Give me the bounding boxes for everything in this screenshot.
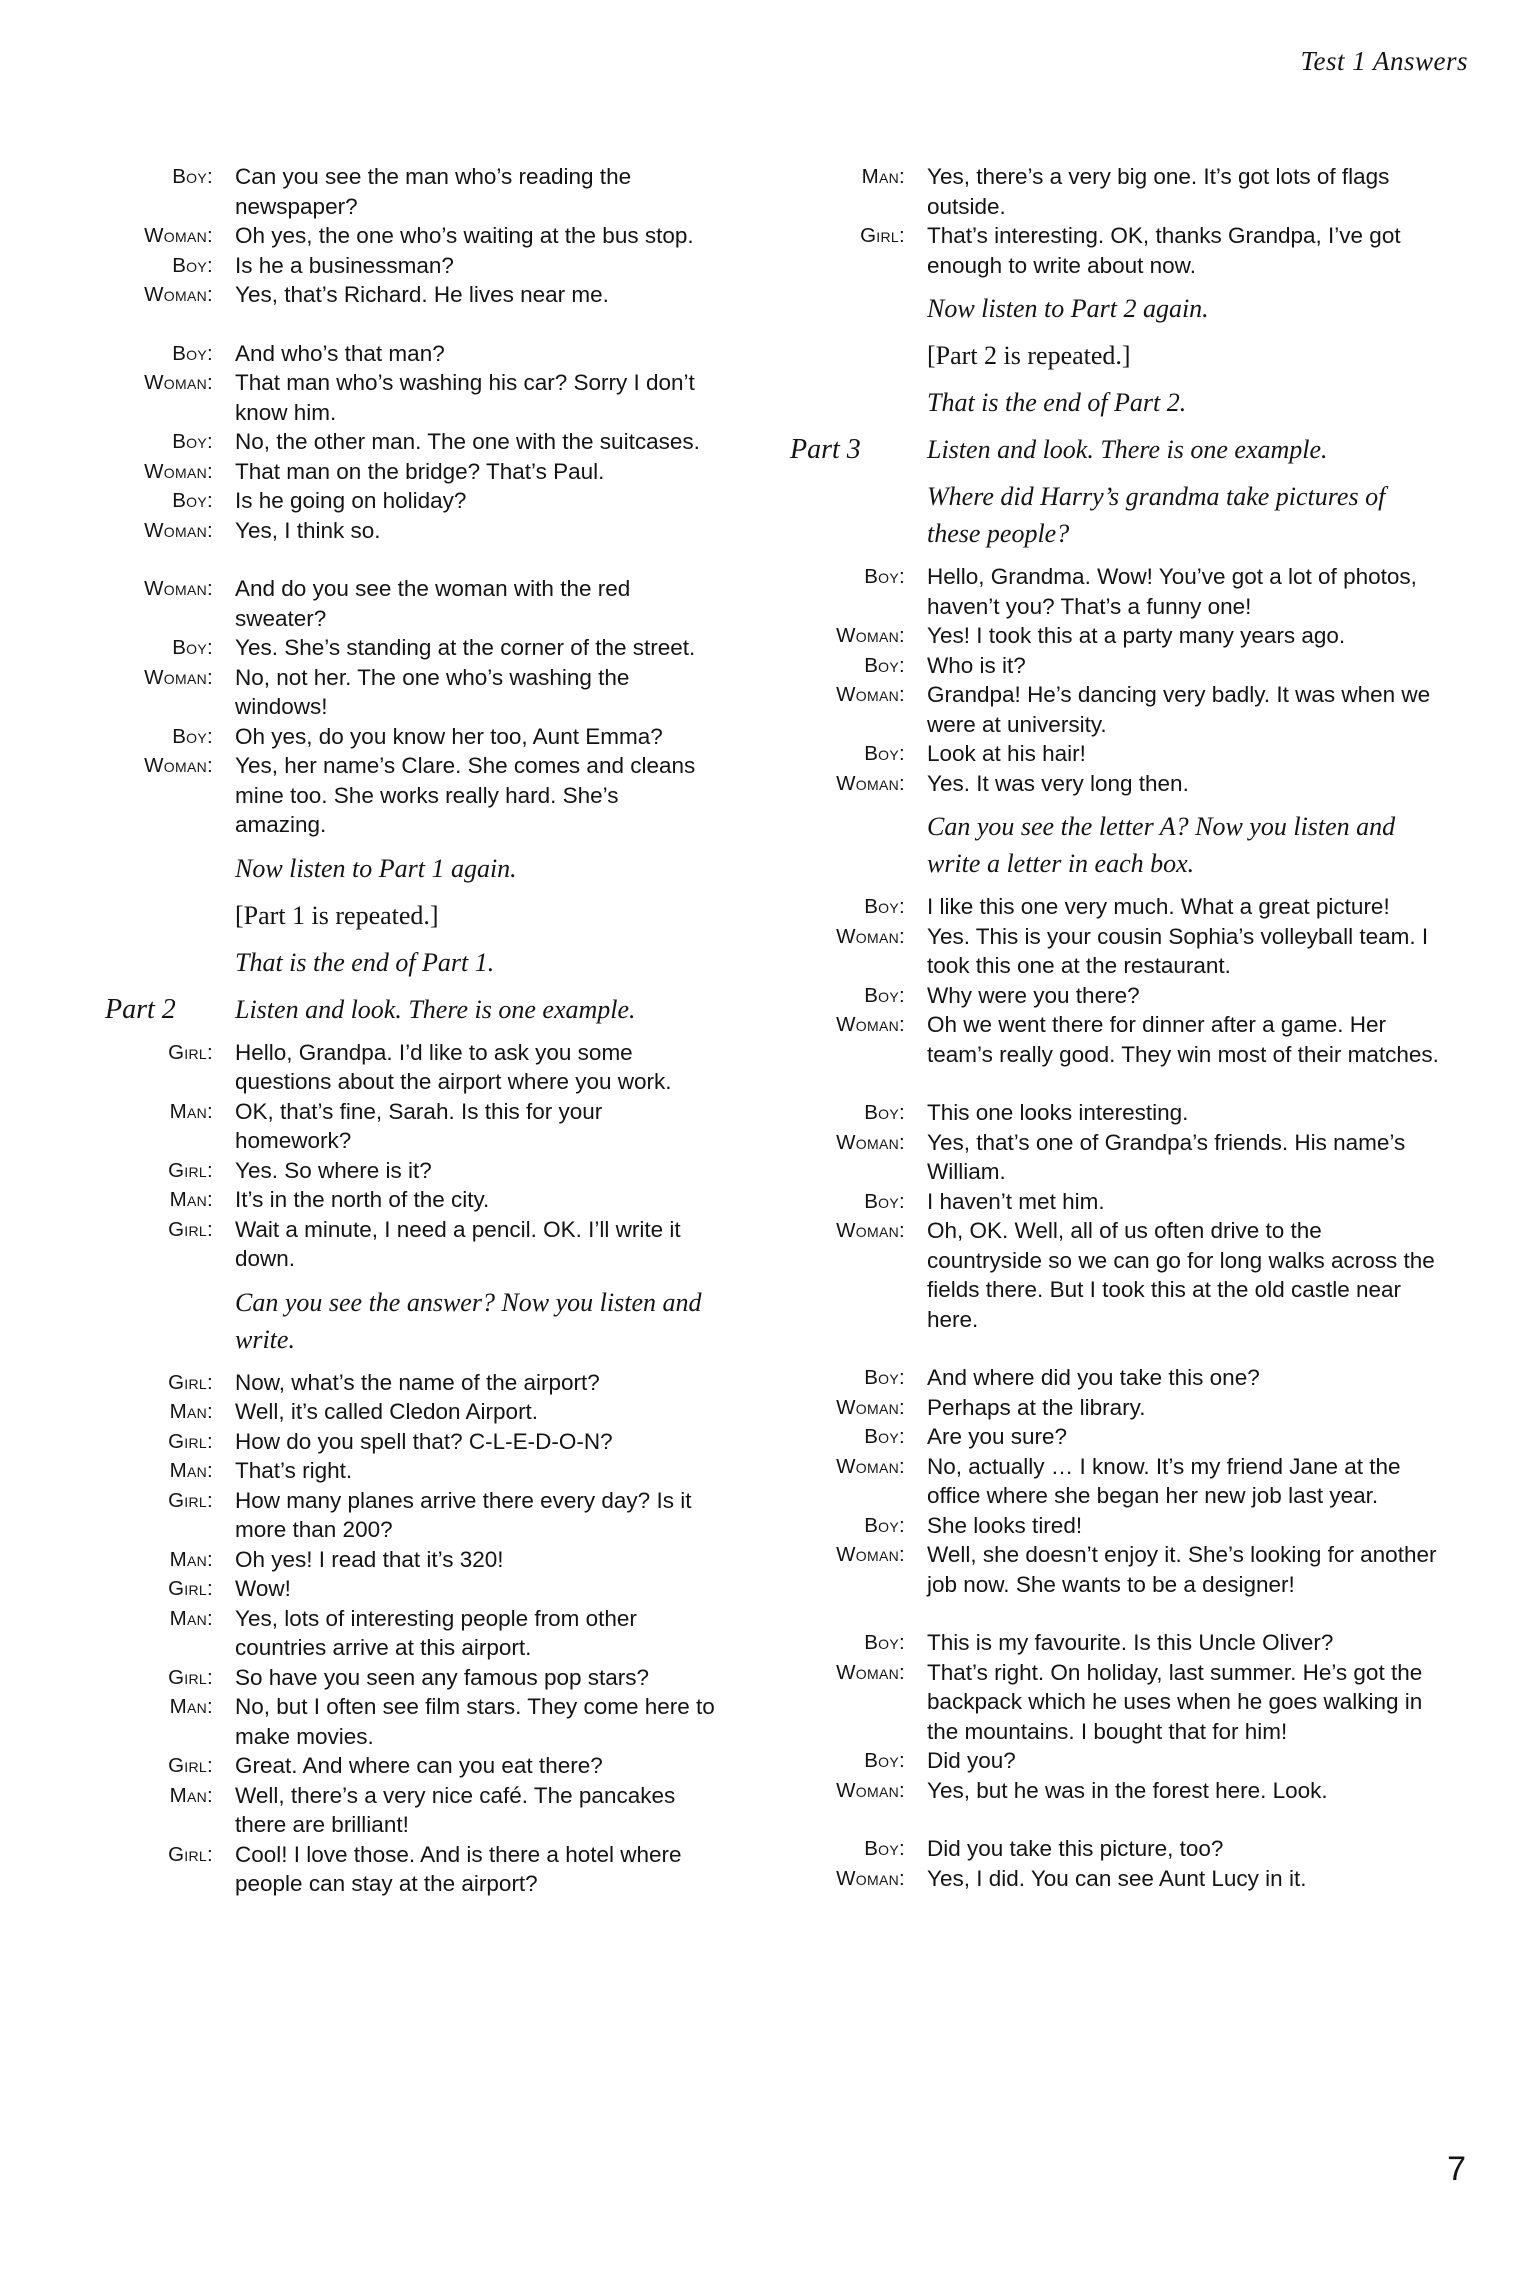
dialogue-line [790, 1393, 1440, 1423]
speaker-label: Boy: [864, 1425, 905, 1448]
speaker-label: Man: [169, 1099, 213, 1123]
dialogue-text: Oh we went there for dinner after a game. Her team’s really good. They win most of their matches. [927, 1012, 1439, 1067]
dialogue-text: Look at his hair! [927, 741, 1086, 766]
dialogue-text: Yes. This is your cousin Sophia’s volleyball team. I took this one at the restaurant. [927, 923, 1429, 978]
paragraph-gap [790, 1069, 1440, 1098]
dialogue-line [790, 651, 1440, 681]
dialogue-text: Perhaps at the library. [927, 1394, 1146, 1420]
dialogue-text: And do you see the woman with the red sweater? [235, 576, 631, 631]
speaker-label: Girl: [168, 1754, 213, 1777]
speaker-label: Woman: [144, 518, 213, 542]
page-header: Test 1 Answers [1300, 46, 1468, 76]
part-label: Part 3 [790, 434, 861, 465]
dialogue-text: Grandpa! He’s dancing very badly. It was when we were at university. [927, 682, 1431, 737]
paragraph-gap [790, 1599, 1440, 1628]
speaker-label: Man: [169, 1188, 213, 1211]
dialogue-text: Hello, Grandpa. I’d like to ask you some questions about the airport where you work. [235, 1039, 672, 1094]
dialogue-line [105, 1604, 715, 1663]
speaker-label: Woman: [836, 1219, 905, 1242]
dialogue-line [105, 663, 715, 722]
speaker-label: Girl: [860, 224, 905, 247]
speaker-label: Boy: [864, 895, 905, 918]
part-label: Part 2 [105, 993, 176, 1025]
dialogue-text: It’s in the north of the city. [235, 1187, 490, 1212]
speaker-label: Boy: [172, 430, 213, 453]
speaker-label: Girl: [168, 1577, 213, 1600]
dialogue-text: I haven’t met him. [927, 1188, 1105, 1214]
dialogue-line [790, 1628, 1440, 1658]
dialogue-text: Yes, there’s a very big one. It’s got lots of flags outside. [927, 164, 1390, 219]
dialogue-line [105, 221, 715, 251]
speaker-label: Woman: [836, 1660, 905, 1684]
dialogue-line [790, 1746, 1440, 1776]
dialogue-text: This one looks interesting. [927, 1100, 1189, 1125]
dialogue-line [790, 162, 1440, 221]
instruction-line [105, 944, 715, 981]
dialogue-line [105, 722, 715, 752]
speaker-label: Woman: [836, 1013, 905, 1036]
speaker-label: Man: [169, 1400, 213, 1423]
dialogue-text: Yes. So where is it? [235, 1157, 432, 1183]
dialogue-line [790, 680, 1440, 739]
page-number: 7 [1447, 2150, 1466, 2188]
dialogue-text: Yes, I think so. [235, 517, 381, 543]
paragraph-gap [105, 545, 715, 574]
dialogue-text: Who is it? [927, 652, 1026, 678]
dialogue-text: Can you see the man who’s reading the newspaper? [235, 164, 632, 219]
dialogue-text: That’s right. On holiday, last summer. He’s got the backpack which he uses when he goes walking in the mountains. I bought that for him! [927, 1659, 1423, 1744]
dialogue-text: How do you spell that? C-L-E-D-O-N? [235, 1428, 613, 1454]
dialogue-line [790, 1216, 1440, 1334]
speaker-label: Woman: [144, 224, 213, 247]
dialogue-text: Yes, lots of interesting people from other countries arrive at this airport. [235, 1605, 637, 1660]
dialogue-text: Yes! I took this at a party many years ago. [927, 623, 1346, 648]
dialogue-text: And where did you take this one? [927, 1365, 1260, 1390]
instruction-text: [Part 2 is repeated.] [927, 341, 1131, 370]
speaker-label: Man: [861, 165, 905, 188]
speaker-label: Man: [169, 1695, 213, 1718]
dialogue-text: Wait a minute, I need a pencil. OK. I’ll write it down. [235, 1216, 681, 1271]
dialogue-line [105, 1185, 715, 1215]
dialogue-line [105, 162, 715, 221]
dialogue-line [105, 251, 715, 281]
instruction-text: Listen and look. There is one example. [235, 994, 636, 1024]
dialogue-text: Wow! [235, 1576, 291, 1601]
speaker-label: Boy: [172, 341, 213, 365]
dialogue-text: And who’s that man? [235, 340, 445, 366]
dialogue-line [790, 1422, 1440, 1452]
dialogue-text: Oh, OK. Well, all of us often drive to the countryside so we can go for long walks across the fields there. But I took this at the old castle near here. [927, 1218, 1435, 1332]
dialogue-text: Is he going on holiday? [235, 488, 467, 513]
instruction-text: Can you see the letter A? Now you listen and write a letter in each box. [927, 812, 1396, 878]
dialogue-line [790, 739, 1440, 769]
speaker-label: Woman: [836, 1130, 905, 1154]
instruction-line [105, 1284, 715, 1358]
dialogue-text: I like this one very much. What a great picture! [927, 894, 1390, 919]
dialogue-line [105, 1840, 715, 1899]
dialogue-line [105, 751, 715, 840]
dialogue-line [105, 1545, 715, 1575]
speaker-label: Woman: [144, 283, 213, 306]
dialogue-line [790, 1834, 1440, 1864]
dialogue-text: That’s right. [235, 1458, 353, 1483]
dialogue-text: So have you seen any famous pop stars? [235, 1664, 650, 1690]
speaker-label: Woman: [836, 1454, 905, 1478]
dialogue-line [105, 1156, 715, 1186]
dialogue-line [105, 1427, 715, 1457]
paragraph-gap [790, 1334, 1440, 1363]
dialogue-text: That man who’s washing his car? Sorry I don’t know him. [235, 370, 695, 425]
dialogue-text: Now, what’s the name of the airport? [235, 1369, 600, 1395]
dialogue-text: Yes, that’s Richard. He lives near me. [235, 282, 609, 307]
speaker-label: Girl: [168, 1429, 213, 1453]
dialogue-line [105, 427, 715, 457]
instruction-line [790, 478, 1440, 552]
speaker-label: Girl: [168, 1217, 213, 1241]
speaker-label: Woman: [836, 1395, 905, 1419]
dialogue-line [790, 1098, 1440, 1128]
dialogue-line [790, 1128, 1440, 1187]
speaker-label: Boy: [172, 253, 213, 277]
dialogue-text: Oh yes! I read that it’s 320! [235, 1546, 504, 1572]
speaker-label: Girl: [168, 1842, 213, 1866]
dialogue-text: Yes. She’s standing at the corner of the street. [235, 635, 696, 660]
dialogue-text: Is he a businessman? [235, 252, 454, 278]
speaker-label: Woman: [836, 1778, 905, 1802]
speaker-label: Man: [169, 1547, 213, 1571]
dialogue-text: No, not her. The one who’s washing the windows! [235, 664, 630, 719]
dialogue-text: Well, she doesn’t enjoy it. She’s looking for another job now. She wants to be a designer! [927, 1542, 1437, 1597]
dialogue-line [790, 621, 1440, 651]
speaker-label: Woman: [144, 459, 213, 483]
dialogue-line [105, 1397, 715, 1427]
speaker-label: Boy: [172, 636, 213, 659]
speaker-label: Boy: [864, 983, 905, 1007]
dialogue-line [790, 1511, 1440, 1541]
instruction-line [790, 431, 1440, 468]
dialogue-text: Oh yes, the one who’s waiting at the bus stop. [235, 223, 694, 248]
speaker-label: Boy: [864, 1513, 905, 1537]
dialogue-line [105, 1781, 715, 1840]
speaker-label: Girl: [168, 1158, 213, 1182]
dialogue-text: Yes, but he was in the forest here. Look. [927, 1777, 1328, 1803]
dialogue-text: Yes. It was very long then. [927, 770, 1189, 796]
dialogue-text: That man on the bridge? That’s Paul. [235, 458, 605, 484]
speaker-label: Boy: [172, 724, 213, 748]
speaker-label: Girl: [168, 1370, 213, 1394]
dialogue-line [105, 280, 715, 310]
speaker-label: Man: [169, 1783, 213, 1807]
instruction-text: That is the end of Part 2. [927, 388, 1187, 417]
dialogue-text: Yes, her name’s Clare. She comes and cleans mine too. She works really hard. She’s amazing. [235, 753, 696, 837]
speaker-label: Woman: [836, 924, 905, 948]
instruction-line [105, 897, 715, 934]
speaker-label: Girl: [168, 1040, 213, 1064]
dialogue-line [105, 1692, 715, 1751]
dialogue-line [105, 339, 715, 369]
speaker-label: Woman: [836, 1866, 905, 1890]
speaker-label: Woman: [836, 1543, 905, 1566]
dialogue-line [790, 1540, 1440, 1599]
dialogue-line [105, 516, 715, 546]
dialogue-text: She looks tired! [927, 1512, 1083, 1538]
instruction-line [105, 991, 715, 1028]
dialogue-line [790, 1776, 1440, 1806]
instruction-text: Now listen to Part 1 again. [235, 853, 517, 883]
dialogue-line [790, 221, 1440, 280]
dialogue-line [790, 981, 1440, 1011]
speaker-label: Woman: [836, 624, 905, 647]
dialogue-line [105, 1097, 715, 1156]
dialogue-text: Did you take this picture, too? [927, 1836, 1224, 1861]
speaker-label: Woman: [144, 371, 213, 394]
speaker-label: Boy: [864, 565, 905, 588]
paragraph-gap [105, 310, 715, 339]
dialogue-line [105, 1215, 715, 1274]
speaker-label: Woman: [144, 754, 213, 777]
instruction-text: [Part 1 is repeated.] [235, 900, 439, 930]
instruction-text: Now listen to Part 2 again. [927, 294, 1209, 323]
dialogue-line [790, 922, 1440, 981]
dialogue-text: Yes, that’s one of Grandpa’s friends. His name’s William. [927, 1129, 1406, 1184]
dialogue-line [105, 633, 715, 663]
instruction-line [790, 290, 1440, 327]
right-column [790, 162, 1440, 1893]
dialogue-line [790, 769, 1440, 799]
dialogue-text: Great. And where can you eat there? [235, 1753, 603, 1778]
speaker-label: Woman: [836, 683, 905, 706]
instruction-text: Can you see the answer? Now you listen and write. [235, 1287, 702, 1354]
dialogue-text: Yes, I did. You can see Aunt Lucy in it. [927, 1865, 1307, 1891]
dialogue-line [105, 1456, 715, 1486]
dialogue-line [790, 1010, 1440, 1069]
dialogue-text: No, but I often see film stars. They come here to make movies. [235, 1694, 715, 1749]
dialogue-text: Well, there’s a very nice café. The pancakes there are brilliant! [235, 1782, 676, 1837]
left-column [105, 162, 715, 1899]
dialogue-text: Cool! I love those. And is there a hotel where people can stay at the airport? [235, 1841, 682, 1896]
speaker-label: Woman: [144, 577, 213, 600]
dialogue-line [790, 1864, 1440, 1894]
dialogue-line [105, 1751, 715, 1781]
dialogue-line [105, 1038, 715, 1097]
speaker-label: Boy: [864, 1189, 905, 1213]
dialogue-text: Why were you there? [927, 982, 1140, 1008]
speaker-label: Woman: [836, 771, 905, 795]
speaker-label: Girl: [168, 1488, 213, 1512]
dialogue-text: Oh yes, do you know her too, Aunt Emma? [235, 723, 663, 749]
dialogue-line [105, 574, 715, 633]
speaker-label: Boy: [864, 1837, 905, 1860]
speaker-label: Woman: [144, 665, 213, 689]
dialogue-line [105, 1368, 715, 1398]
dialogue-text: That’s interesting. OK, thanks Grandpa, I’ve got enough to write about now. [927, 223, 1401, 278]
dialogue-line [790, 892, 1440, 922]
dialogue-line [790, 562, 1440, 621]
dialogue-text: Did you? [927, 1748, 1016, 1773]
dialogue-line [790, 1187, 1440, 1217]
instruction-line [105, 850, 715, 887]
dialogue-line [105, 368, 715, 427]
dialogue-text: No, the other man. The one with the suitcases. [235, 429, 700, 454]
dialogue-line [790, 1452, 1440, 1511]
instruction-text: Where did Harry’s grandma take pictures of these people? [927, 482, 1386, 548]
speaker-label: Man: [169, 1459, 213, 1482]
speaker-label: Boy: [864, 1366, 905, 1389]
speaker-label: Man: [169, 1606, 213, 1630]
dialogue-text: OK, that’s fine, Sarah. Is this for your homework? [235, 1098, 603, 1153]
instruction-line [790, 337, 1440, 374]
dialogue-text: No, actually … I know. It’s my friend Jane at the office where she began her new job last year. [927, 1453, 1401, 1508]
dialogue-text: Hello, Grandma. Wow! You’ve got a lot of photos, haven’t you? That’s a funny one! [927, 564, 1417, 619]
dialogue-text: How many planes arrive there every day? Is it more than 200? [235, 1487, 692, 1542]
instruction-text: That is the end of Part 1. [235, 947, 495, 977]
dialogue-line [790, 1658, 1440, 1747]
speaker-label: Boy: [864, 1749, 905, 1772]
instruction-line [790, 808, 1440, 882]
dialogue-text: This is my favourite. Is this Uncle Oliver? [927, 1630, 1334, 1655]
dialogue-line [105, 1663, 715, 1693]
dialogue-line [105, 1486, 715, 1545]
speaker-label: Boy: [864, 1101, 905, 1124]
dialogue-line [105, 486, 715, 516]
speaker-label: Boy: [864, 653, 905, 677]
paragraph-gap [790, 1805, 1440, 1834]
speaker-label: Boy: [864, 1631, 905, 1654]
speaker-label: Boy: [172, 489, 213, 512]
dialogue-line [790, 1363, 1440, 1393]
instruction-line [790, 384, 1440, 421]
dialogue-line [105, 457, 715, 487]
instruction-text: Listen and look. There is one example. [927, 435, 1328, 464]
speaker-label: Boy: [172, 165, 213, 188]
speaker-label: Boy: [864, 742, 905, 765]
speaker-label: Girl: [168, 1665, 213, 1689]
dialogue-line [105, 1574, 715, 1604]
dialogue-text: Are you sure? [927, 1424, 1068, 1449]
dialogue-text: Well, it’s called Cledon Airport. [235, 1399, 539, 1424]
